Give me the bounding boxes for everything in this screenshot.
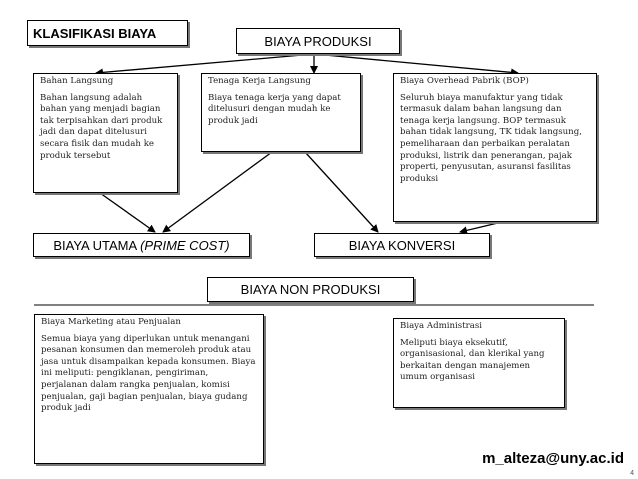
administrasi-desc: Meliputi biaya eksekutif, organisasional, dan klerikal yang berkaitan dengan manajemen umum organisasi (400, 337, 545, 383)
biaya-non-produksi-heading (207, 277, 414, 302)
biaya-produksi-heading (236, 28, 400, 54)
author-email: m_alteza@uny.ac.id (482, 450, 624, 467)
arrow-bahan-to-utama (100, 193, 155, 232)
biaya-produksi-text: BIAYA PRODUKSI (264, 33, 372, 49)
bahan-langsung-desc: Bahan langsung adalah bahan yang menjadi bagian tak terpisahkan dari produk jadi dan dapat ditelusuri secara fisik dan mudah ke produk tersebut (40, 92, 163, 161)
overhead-box (393, 73, 597, 222)
page-number: 4 (630, 470, 634, 477)
administrasi-label: Biaya Administrasi (400, 321, 483, 331)
marketing-box (34, 314, 264, 464)
biaya-utama-box (33, 233, 250, 257)
bahan-langsung-label: Bahan Langsung (40, 76, 114, 86)
tenaga-kerja-desc: Biaya tenaga kerja yang dapat ditelusuri dengan mudah ke produk jadi (208, 92, 341, 126)
biaya-konversi-box (314, 233, 490, 257)
bahan-langsung-box (33, 73, 178, 193)
overhead-desc: Seluruh biaya manufaktur yang tidak termasuk dalam bahan langsung dan tenaga kerja langsung. BOP termasuk bahan tidak langsung, TK tidak langsung, pemeliharaan dan perbaikan peralatan produksi, listrik dan penerangan, pajak properti, penyusutan, asuransi fasilitas produksi (400, 92, 582, 184)
overhead-label: Biaya Overhead Pabrik (BOP) (400, 76, 529, 86)
slide-title (27, 20, 188, 46)
biaya-konversi-text: BIAYA KONVERSI (348, 237, 456, 253)
tenaga-kerja-box (201, 73, 361, 152)
biaya-non-produksi-text: BIAYA NON PRODUKSI (240, 282, 381, 297)
arrow-tenaga-to-konversi (305, 152, 378, 232)
biaya-utama-text: BIAYA UTAMA (PRIME COST) (53, 237, 230, 253)
arrow-produksi-to-bahan (96, 54, 314, 73)
tenaga-kerja-label: Tenaga Kerja Langsung (208, 76, 311, 86)
prime-cost-text: (PRIME COST) (140, 237, 230, 253)
arrow-tenaga-to-utama (163, 152, 272, 232)
administrasi-box (393, 318, 565, 408)
marketing-label: Biaya Marketing atau Penjualan (41, 317, 181, 327)
arrow-produksi-to-overhead (314, 54, 518, 73)
slide-title-text: KLASIFIKASI BIAYA (33, 25, 157, 41)
marketing-desc: Semua biaya yang diperlukan untuk menangani pesanan konsumen dan memeroleh produk atau jasa untuk disampaikan kepada konsumen. Biaya ini meliputi: pengiklanan, pengiriman, perjalanan dalam rangka penjualan, komisi penjualan, gaji bagian penjualan, biaya gudang produk jadi (41, 333, 256, 414)
arrow-overhead-to-konversi (460, 222, 502, 232)
